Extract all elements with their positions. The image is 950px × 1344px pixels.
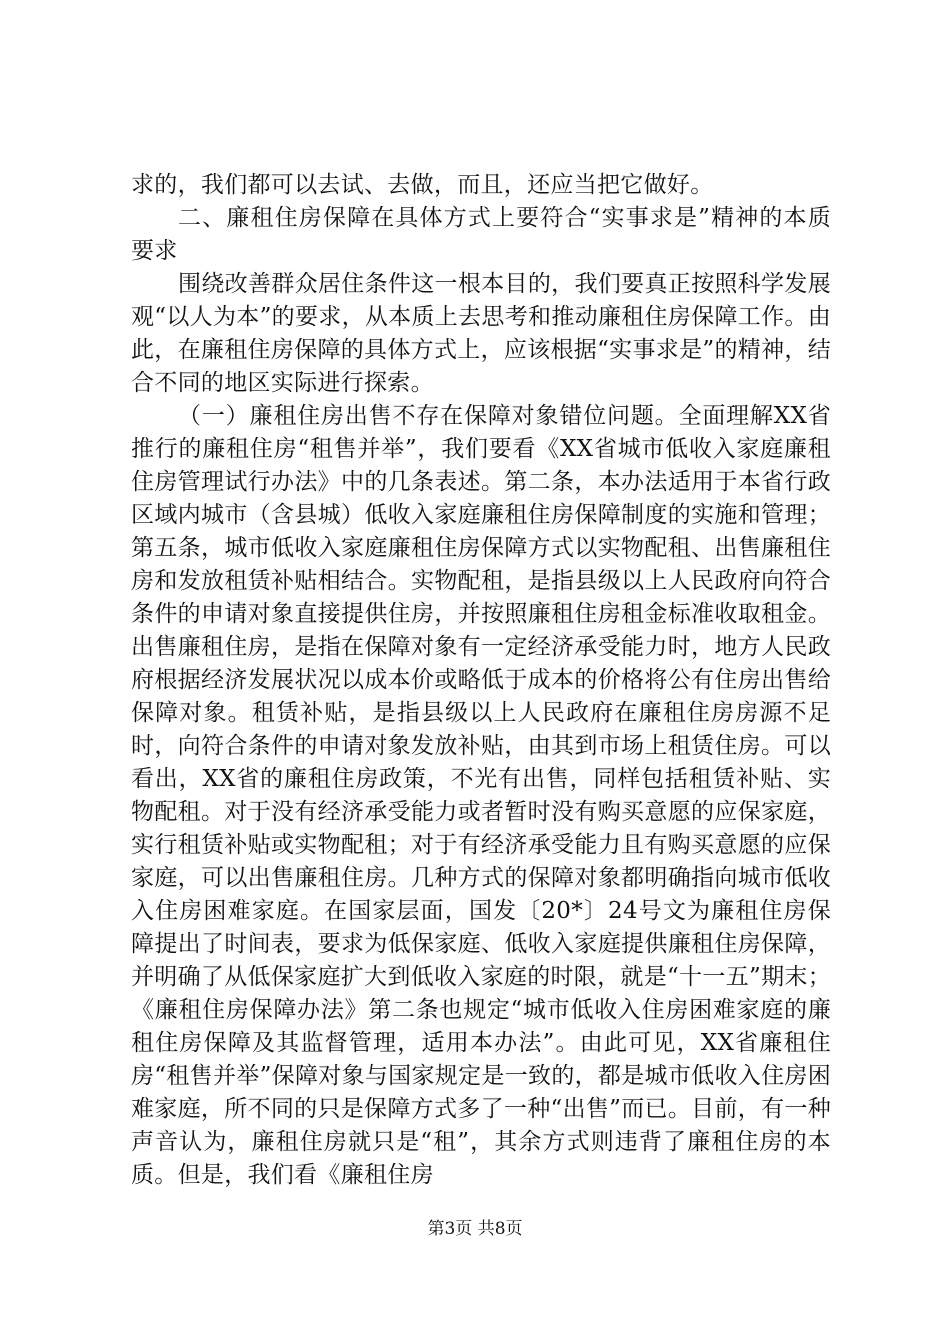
- section-heading: 二、廉租住房保障在具体方式上要符合“实事求是”精神的本质要求: [131, 205, 831, 264]
- paragraph: 围绕改善群众居住条件这一根本目的，我们要真正按照科学发展观“以人为本”的要求，从本质上去思考和推动廉租住房保障工作。由此，在廉租住房保障的具体方式上，应该根据“实事求是”的精神，结合不同的地区实际进行探索。: [131, 271, 831, 396]
- page-footer: 第3页 共8页: [427, 1219, 523, 1239]
- document-body: [131, 169, 831, 1192]
- paragraph: （一）廉租住房出售不存在保障对象错位问题。全面理解XX省推行的廉租住房“租售并举”，我们要看《XX省城市低收入家庭廉租住房管理试行办法》中的几条表述。第二条，本办法适用于本省行政区域内城市（含县城）低收入家庭廉租住房保障制度的实施和管理；第五条，城市低收入家庭廉租住房保障方式以实物配租、出售廉租住房和发放租赁补贴相结合。实物配租，是指县级以上人民政府向符合条件的申请对象直接提供住房，并按照廉租住房租金标准收取租金。出售廉租住房，是指在保障对象有一定经济承受能力时，地方人民政府根据经济发展状况以成本价或略低于成本的价格将公有住房出售给保障对象。租赁补贴，是指县级以上人民政府在廉租住房房源不足时，向符合条件的申请对象发放补贴，由其到市场上租赁住房。可以看出，XX省的廉租住房政策，不光有出售，同样包括租赁补贴、实物配租。对于没有经济承受能力或者暂时没有购买意愿的应保家庭，实行租赁补贴或实物配租；对于有经济承受能力且有购买意愿的应保家庭，可以出售廉租住房。几种方式的保障对象都明确指向城市低收入住房困难家庭。在国家层面，国发〔20*〕24号文为廉租住房保障提出了时间表，要求为低保家庭、低收入家庭提供廉租住房保障，并明确了从低保家庭扩大到低收入家庭的时限，就是“十一五”期末；《廉租住房保障办法》第二条也规定“城市低收入住房困难家庭的廉租住房保障及其监督管理，适用本办法”。由此可见，XX省廉租住房“租售并举”保障对象与国家规定是一致的，都是城市低收入住房困难家庭，所不同的只是保障方式多了一种“出售”而已。目前，有一种声音认为，廉租住房就只是“租”，其余方式则违背了廉租住房的本质。但是，我们看《廉租住房: [131, 403, 831, 1188]
- paragraph-continuation: 求的，我们都可以去试、去做，而且，还应当把它做好。: [131, 172, 714, 198]
